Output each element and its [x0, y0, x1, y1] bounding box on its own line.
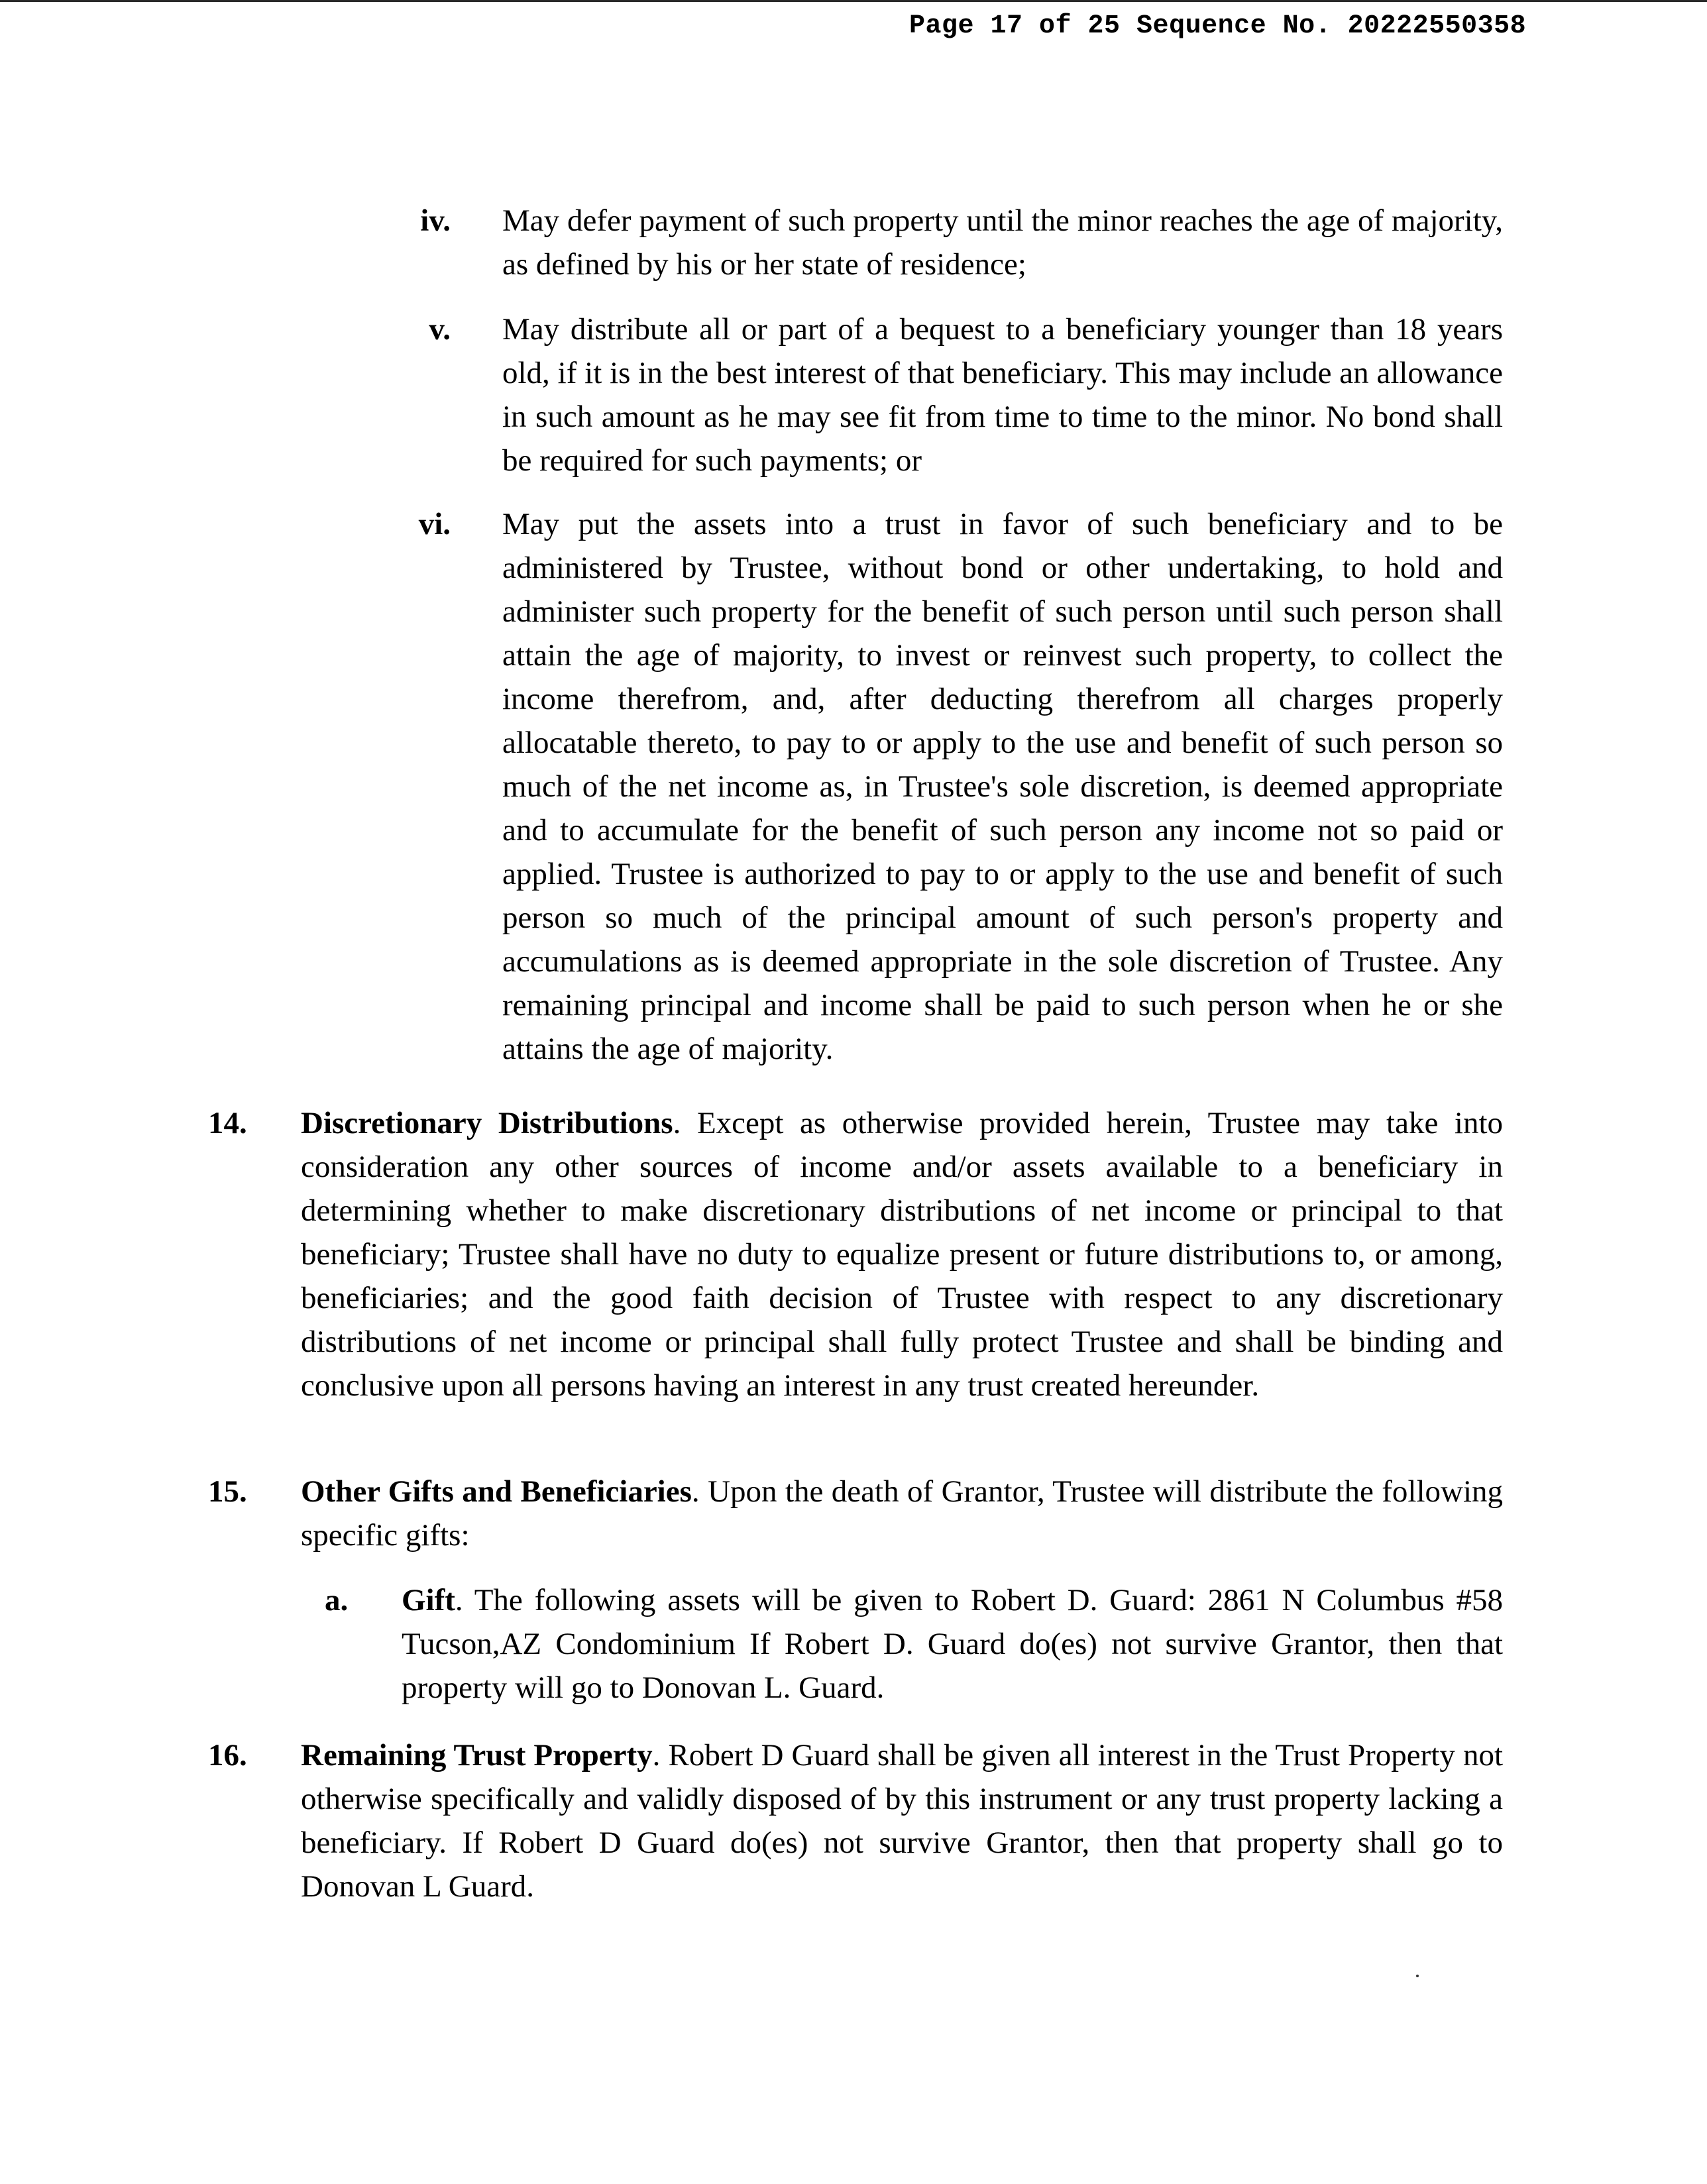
top-border-line [0, 0, 1707, 2]
subitem-text-v: May distribute all or part of a bequest to a beneficiary younger than 18 years old, if it is in the best interest of that beneficiary. This may include an allowance in such amount as he may see fit from time to time to the minor. No bond shall be required for such payments; or [502, 312, 1503, 478]
subitem-label-iv: iv. [420, 203, 451, 238]
section-number-15: 15. [208, 1474, 247, 1509]
section-16-text: . Robert D Guard shall be given all interest in the Trust Property not otherwise specifically and validly disposed of by this instrument or any trust property lacking a beneficiary. If Robert D Guard do(es) not survive Grantor, then that property shall go to Donovan L Guard. [301, 1738, 1504, 1904]
section-number-14: 14. [208, 1106, 247, 1140]
section-14-paragraph [301, 1101, 1503, 1407]
section-14-text: . Except as otherwise provided herein, Trustee may take into consideration any other sources of income and/or assets available to a beneficiary in determining whether to make discretionary distributions of net income or principal to that beneficiary; Trustee shall have no duty to equalize present or future distributions to, or among, beneficiaries; and the good faith decision of Trustee with respect to any discretionary distributions of net income or principal shall fully protect Trustee and shall be binding and conclusive upon all persons having an interest in any trust created hereunder. [301, 1106, 1504, 1403]
section-16-title: Remaining Trust Property [301, 1738, 653, 1773]
section-15-paragraph [301, 1470, 1503, 1557]
section-15-title: Other Gifts and Beneficiaries [301, 1474, 692, 1509]
gift-a-title: Gift [402, 1583, 455, 1617]
subitem-text-vi: May put the assets into a trust in favor of such beneficiary and to be administered by Trustee, without bond or other undertaking, to hold and administer such property for the benefit of such person until such person shall attain the age of majority, to invest or reinvest such property, to collect the income therefrom, and, after deducting therefrom all charges properly allocatable thereto, to pay to or apply to the use and benefit of such person so much of the net income as, in Trustee's sole discretion, is deemed appropriate and to accumulate for the benefit of such person any income not so paid or applied. Trustee is authorized to pay to or apply to the use and benefit of such person so much of the principal amount of such person's property and accumulations as is deemed appropriate in the sole discretion of Trustee. Any remaining principal and income shall be paid to such person when he or she attains the age of majority. [502, 507, 1503, 1066]
gift-a-paragraph [402, 1578, 1503, 1710]
section-14-title: Discretionary Distributions [301, 1106, 673, 1140]
section-16-paragraph [301, 1733, 1503, 1908]
subitem-label-vi: vi. [418, 507, 451, 541]
gift-label-a: a. [325, 1583, 349, 1617]
page-sequence-stamp: Page 17 of 25 Sequence No. 20222550358 [909, 11, 1527, 41]
section-number-16: 16. [208, 1738, 247, 1773]
gift-a-text: . The following assets will be given to Robert D. Guard: 2861 N Columbus #58 Tucson,AZ Condominium If Robert D. Guard do(es) not survive Grantor, then that property will go to Donovan L. Guard. [402, 1583, 1503, 1705]
subitem-label-v: v. [429, 312, 451, 347]
scan-speck [1416, 1975, 1419, 1977]
section-15-text: . Upon the death of Grantor, Trustee will distribute the following specific gifts: [301, 1474, 1504, 1553]
subitem-text-iv: May defer payment of such property until the minor reaches the age of majority, as defined by his or her state of residence; [502, 203, 1503, 282]
